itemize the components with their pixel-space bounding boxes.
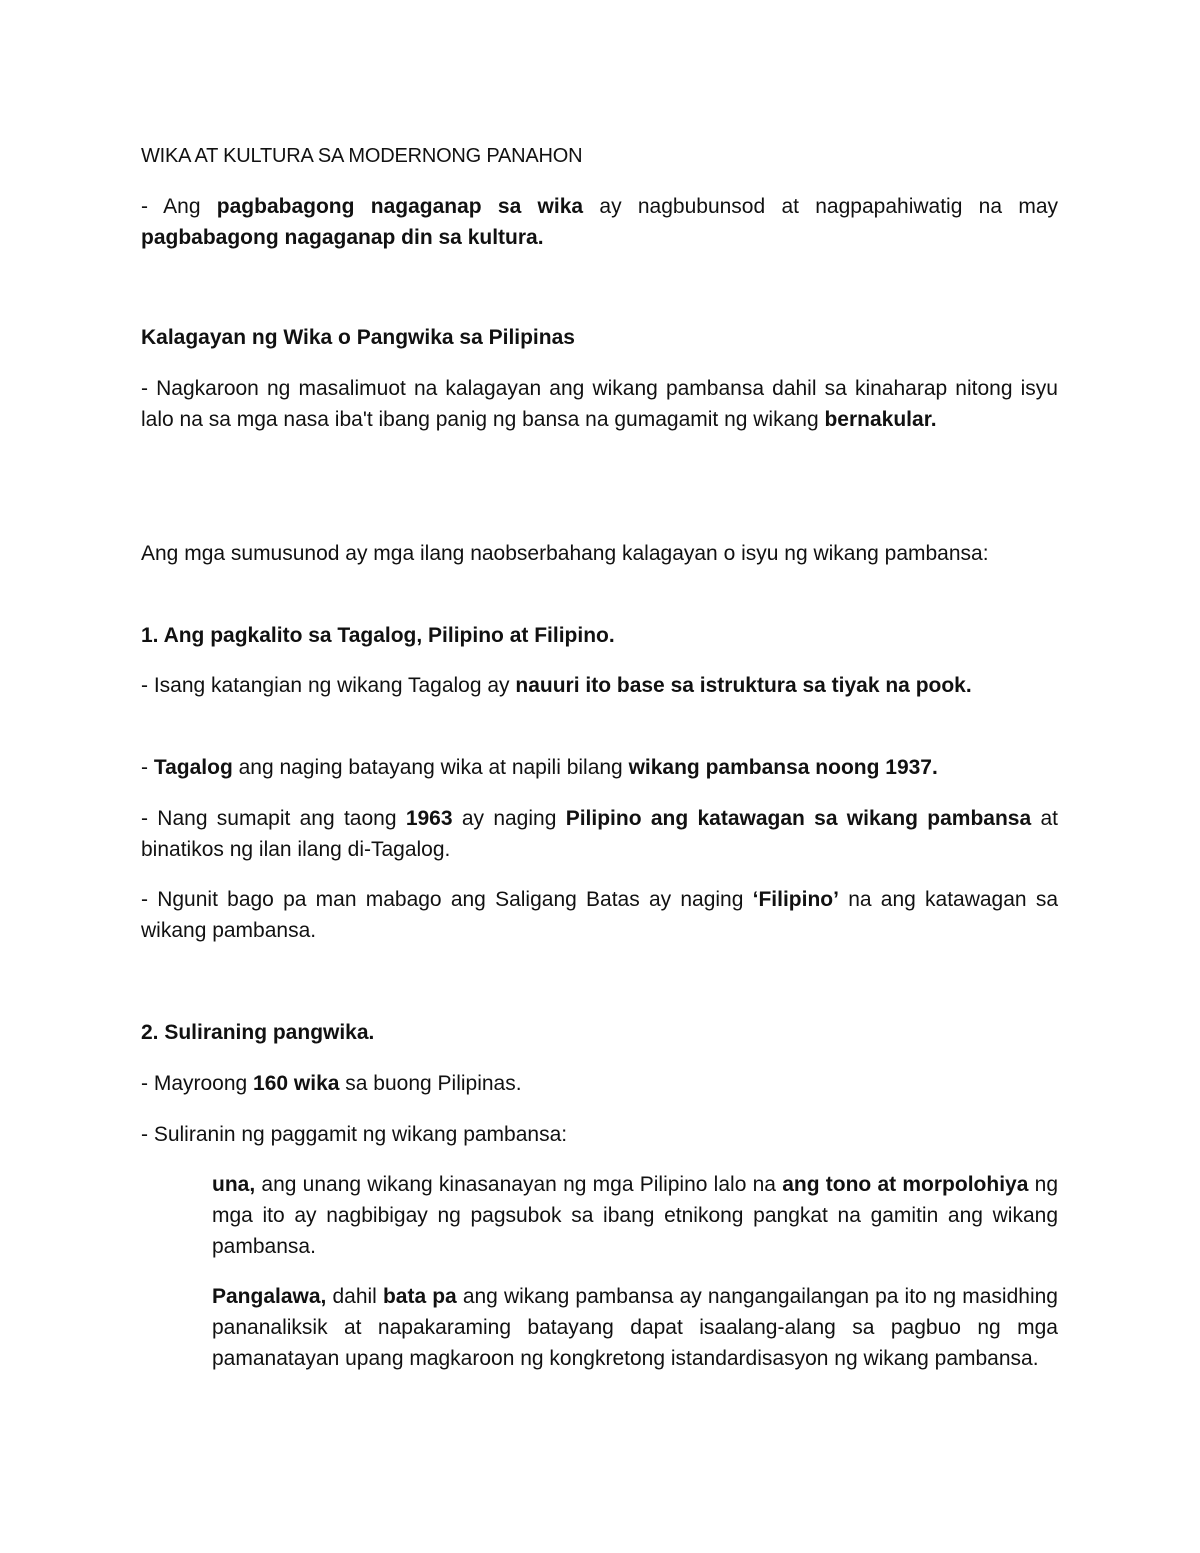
document-title [141,141,1058,172]
item2-heading [141,1017,1058,1048]
item1-p3-text-e: at binatikos ng ilan ilang di-Tagalog. [141,807,1058,861]
item1-p3-bold-d: Pilipino ang katawagan sa wikang pambansa [565,807,1032,830]
item2-p1-text-c: sa buong Pilipinas. [339,1072,522,1095]
item2-sub-paragraph-1 [212,1169,1058,1262]
item1-heading-text: 1. Ang pagkalito sa Tagalog, Pilipino at Filipino. [141,624,615,647]
item2-sub1-bold-a: una, [212,1173,256,1196]
item1-p4-text-c: na ang katawagan sa wikang pambansa. [141,888,1058,942]
item2-sub1-text-d: ng mga ito ay nagbibigay ng pagsubok sa ibang etnikong pangkat na gamitin ang wikang pambansa. [212,1173,1058,1258]
section-heading-text: Kalagayan ng Wika o Pangwika sa Pilipinas [141,326,575,349]
intro-bold-b: pagbabagong nagaganap sa wika [216,195,584,218]
item1-p3-text-c: ay naging [452,807,566,830]
intro-text-a: - Ang [141,195,217,218]
section-paragraph [141,373,1058,435]
item2-sub2-text-d: ang wikang pambansa ay nangangailangan pa ito ng masidhing pananaliksik at napakaraming batayang dapat isaalang-alang sa pagbuo ng mga pamanatayan upang magkaroon ng kongkretong istandardisasyon ng wikang pambansa. [212,1285,1058,1370]
item2-sub1-bold-c: ang tono at morpolohiya [782,1173,1029,1196]
item1-p2-bold-b: Tagalog [153,756,233,779]
item1-p3-bold-b: 1963 [405,807,453,830]
item1-paragraph-2 [141,752,1058,783]
section-heading [141,322,1058,353]
item1-p2-bold-d: wikang pambansa noong 1937. [628,756,938,779]
item2-sub1-text-b: ang unang wikang kinasanayan ng mga Pilipino lalo na [255,1173,783,1196]
item2-paragraph-1 [141,1068,1058,1099]
item2-sub2-bold-a: Pangalawa, [212,1285,327,1308]
item2-paragraph-2 [141,1119,1058,1150]
title-text: WIKA AT KULTURA SA MODERNONG PANAHON [141,145,583,167]
item2-p2-text: - Suliranin ng paggamit ng wikang pambansa: [141,1123,568,1146]
lead-in-text: Ang mga sumusunod ay mga ilang naobserbahang kalagayan o isyu ng wikang pambansa: [141,542,989,565]
item1-p2-text-c: ang naging batayang wika at napili bilang [232,756,629,779]
item2-sub-paragraph-2 [212,1281,1058,1374]
item1-p1-bold-b: nauuri ito base sa istruktura sa tiyak na pook. [515,674,972,697]
item2-p1-text-a: - Mayroong [141,1072,254,1095]
item1-paragraph-3 [141,803,1058,865]
item2-sub2-text-b: dahil [326,1285,383,1308]
intro-bold-d: pagbabagong nagaganap din sa kultura. [141,226,544,249]
item1-p1-text-a: - Isang katangian ng wikang Tagalog ay [141,674,516,697]
intro-text-c: ay nagbubunsod at nagpapahiwatig na may [583,195,1059,218]
section-bold-b: bernakular. [824,408,937,431]
intro-paragraph [141,191,1058,253]
lead-in-paragraph [141,538,1058,569]
item1-p2-text-a: - [141,756,154,779]
item1-p3-text-a: - Nang sumapit ang taong [141,807,406,830]
item1-paragraph-4 [141,884,1058,946]
item1-heading [141,620,1058,651]
item2-heading-text: 2. Suliraning pangwika. [141,1021,375,1044]
item1-p4-bold-b: ‘Filipino’ [752,888,839,911]
item2-p1-bold-b: 160 wika [253,1072,340,1095]
item2-sub2-bold-c: bata pa [382,1285,457,1308]
item1-paragraph-1 [141,670,1058,701]
section-text-a: - Nagkaroon ng masalimuot na kalagayan ang wikang pambansa dahil sa kinaharap nitong isyu lalo na sa mga nasa iba't ibang panig ng bansa na gumagamit ng wikang [141,377,1058,431]
item1-p4-text-a: - Ngunit bago pa man mabago ang Saligang Batas ay naging [141,888,753,911]
